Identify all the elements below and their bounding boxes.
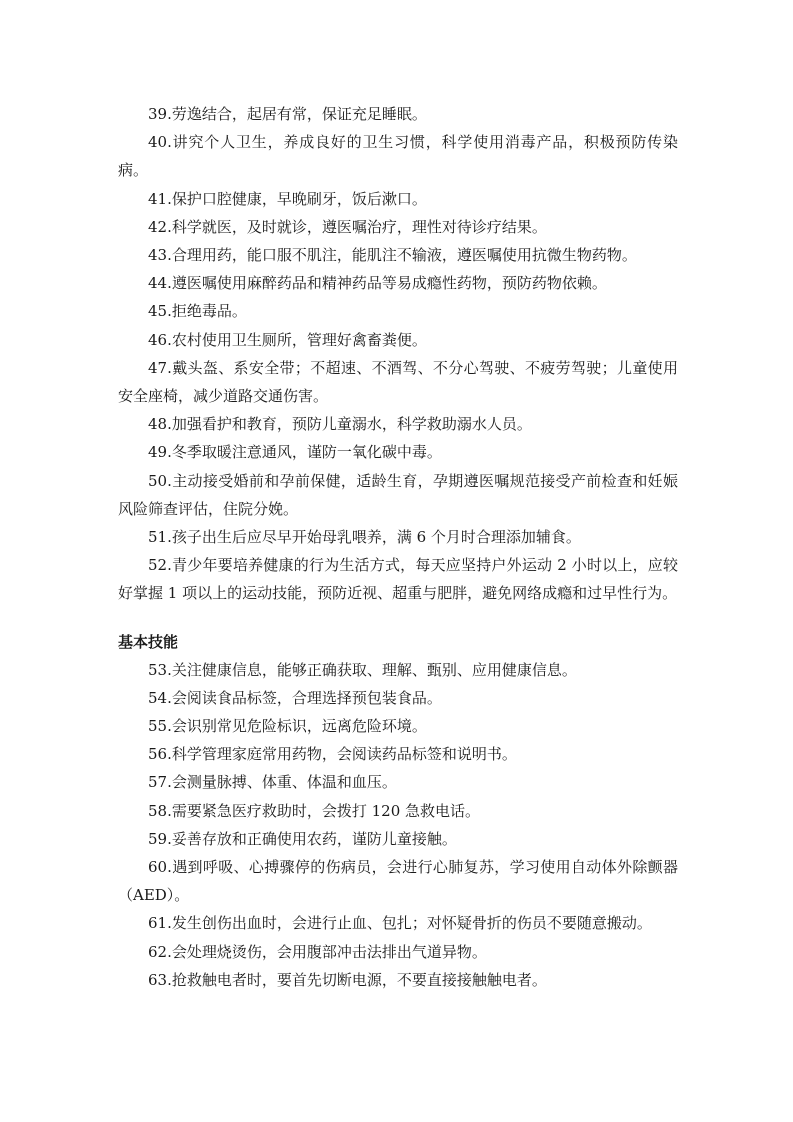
list-item-56: 56.科学管理家庭常用药物，会阅读药品标签和说明书。 <box>148 745 517 764</box>
list-item-40: 40.讲究个人卫生，养成良好的卫生习惯，科学使用消毒产品，积极预防传染病。 <box>118 133 678 180</box>
list-item-52: 52.青少年要培养健康的行为生活方式，每天应坚持户外运动 2 小时以上，应较好掌握 1 项以上的运动技能，预防近视、超重与肥胖，避免网络成瘾和过早性行为。 <box>118 556 678 603</box>
list-item-41: 41.保护口腔健康，早晚刷牙，饭后漱口。 <box>148 189 427 208</box>
list-item-63: 63.抢救触电者时，要首先切断电源，不要直接接触触电者。 <box>148 970 547 989</box>
list-item-58: 58.需要紧急医疗救助时，会拨打 120 急救电话。 <box>148 801 481 820</box>
list-item-44: 44.遵医嘱使用麻醉药品和精神药品等易成瘾性药物，预防药物依赖。 <box>148 274 607 293</box>
list-item-45: 45.拒绝毒品。 <box>148 302 247 321</box>
list-item-42: 42.科学就医，及时就诊，遵医嘱治疗，理性对待诊疗结果。 <box>148 217 547 236</box>
list-item-39: 39.劳逸结合，起居有常，保证充足睡眠。 <box>148 105 427 123</box>
list-item-51: 51.孩子出生后应尽早开始母乳喂养，满 6 个月时合理添加辅食。 <box>148 528 581 547</box>
list-item-53: 53.关注健康信息，能够正确获取、理解、甄别、应用健康信息。 <box>148 660 577 679</box>
list-item-59: 59.妥善存放和正确使用农药，谨防儿童接触。 <box>148 829 457 848</box>
list-item-47: 47.戴头盔、系安全带；不超速、不酒驾、不分心驾驶、不疲劳驾驶；儿童使用安全座椅，减少道路交通伤害。 <box>118 358 678 406</box>
list-item-50: 50.主动接受婚前和孕前保健，适龄生育，孕期遵医嘱规范接受产前检查和妊娠风险筛查评估，住院分娩。 <box>118 471 678 518</box>
list-item-62: 62.会处理烧烫伤，会用腹部冲击法排出气道异物。 <box>148 942 487 961</box>
section-heading: 基本技能 <box>118 632 179 651</box>
list-item-55: 55.会识别常见危险标识，远离危险环境。 <box>148 717 427 736</box>
list-item-48: 48.加强看护和教育，预防儿童溺水，科学救助溺水人员。 <box>148 415 532 434</box>
list-item-46: 46.农村使用卫生厕所，管理好禽畜粪便。 <box>148 330 427 349</box>
document-page <box>118 100 678 994</box>
list-item-61: 61.发生创伤出血时，会进行止血、包扎；对怀疑骨折的伤员不要随意搬动。 <box>148 914 652 933</box>
list-item-57: 57.会测量脉搏、体重、体温和血压。 <box>148 773 397 792</box>
list-item-60: 60.遇到呼吸、心搏骤停的伤病员，会进行心肺复苏，学习使用自动体外除颤器（AED）。 <box>118 858 678 905</box>
list-item-43: 43.合理用药，能口服不肌注，能肌注不输液，遵医嘱使用抗微生物药物。 <box>148 246 637 265</box>
list-item-49: 49.冬季取暖注意通风，谨防一氧化碳中毒。 <box>148 443 442 462</box>
list-item-54: 54.会阅读食品标签，合理选择预包装食品。 <box>148 688 442 707</box>
